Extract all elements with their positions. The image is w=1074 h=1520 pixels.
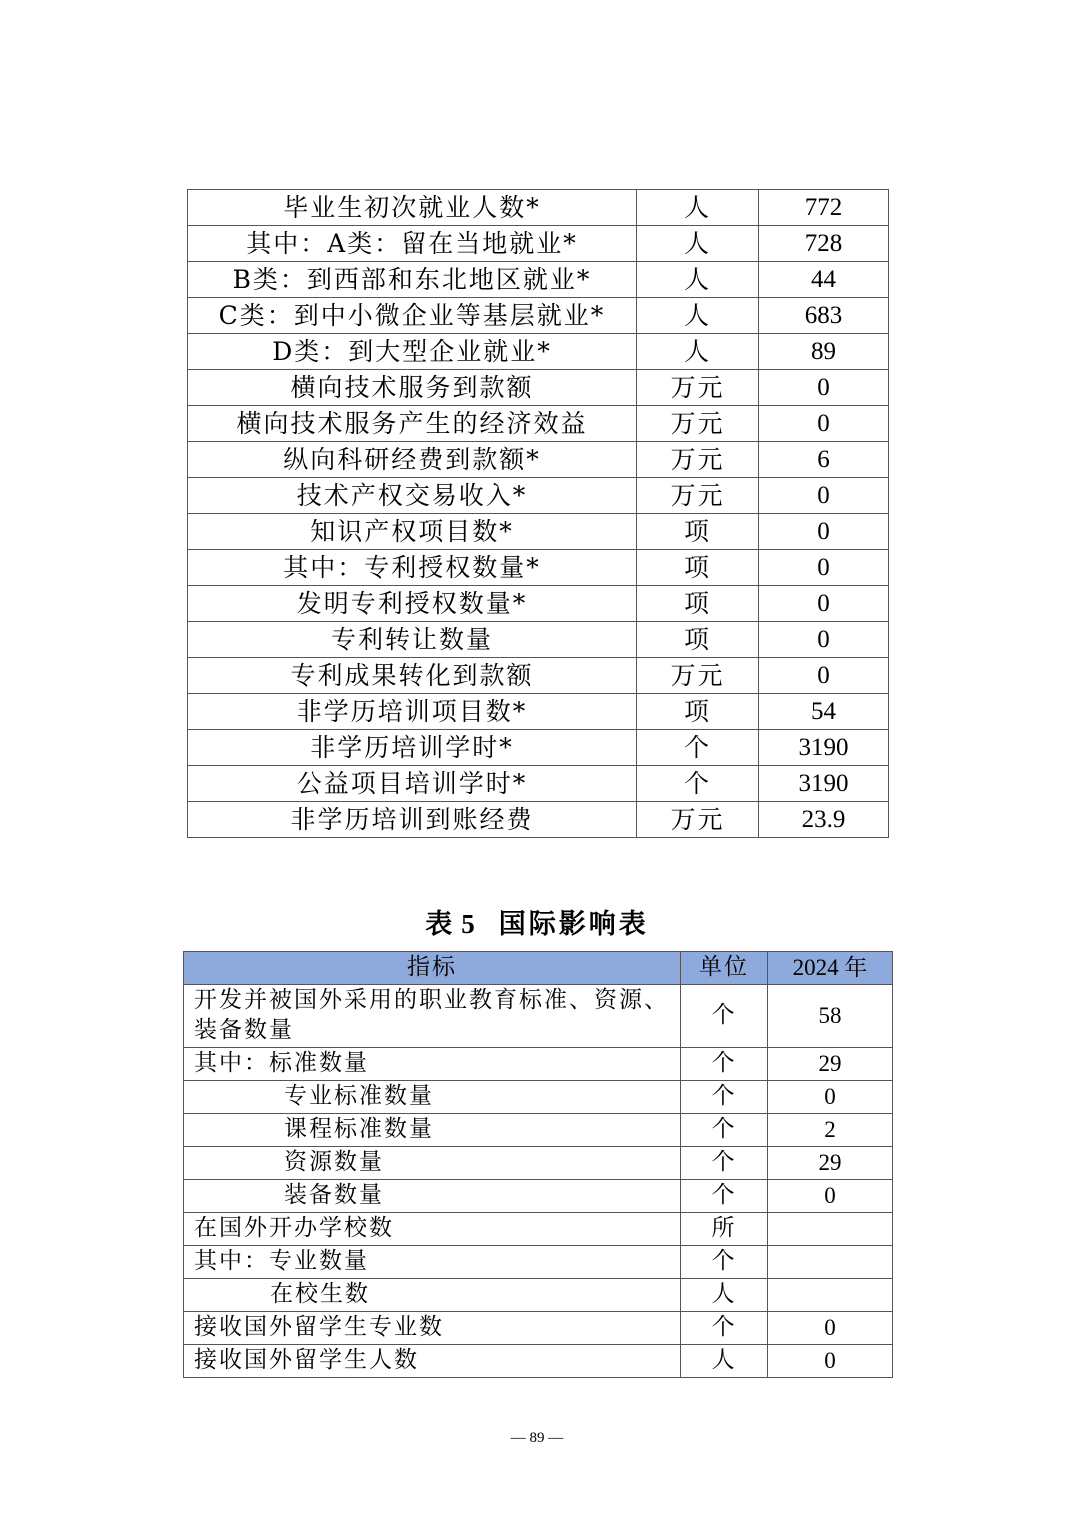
unit-cell: 个	[681, 1081, 768, 1114]
indicator-cell: 接收国外留学生专业数	[184, 1312, 681, 1345]
table-row	[188, 730, 889, 766]
caption-prefix: 表	[425, 909, 456, 940]
unit-cell: 万元	[637, 442, 759, 478]
unit-cell: 人	[637, 262, 759, 298]
table-caption	[0, 902, 1074, 941]
value-cell: 44	[759, 262, 889, 298]
value-cell: 2	[768, 1114, 893, 1147]
indicator-cell: 装备数量	[184, 1180, 681, 1213]
table-row	[188, 514, 889, 550]
table-row	[188, 586, 889, 622]
table-row	[188, 478, 889, 514]
indicator-cell: 横向技术服务到款额	[188, 370, 637, 406]
unit-cell: 万元	[637, 406, 759, 442]
indicator-cell: 课程标准数量	[184, 1114, 681, 1147]
table-row	[188, 622, 889, 658]
indicator-cell: D类：到大型企业就业*	[188, 334, 637, 370]
value-cell: 0	[759, 658, 889, 694]
table-row	[188, 442, 889, 478]
header-year: 2024 年	[768, 952, 893, 985]
unit-cell: 项	[637, 550, 759, 586]
value-cell: 0	[768, 1345, 893, 1378]
caption-number: 5	[461, 909, 475, 939]
unit-cell: 个	[681, 1147, 768, 1180]
unit-cell: 万元	[637, 478, 759, 514]
value-cell: 29	[768, 1147, 893, 1180]
value-cell: 3190	[759, 766, 889, 802]
value-cell: 3190	[759, 730, 889, 766]
value-cell: 0	[768, 1180, 893, 1213]
unit-cell: 个	[681, 985, 768, 1048]
table-row	[188, 298, 889, 334]
table-row	[184, 1312, 893, 1345]
table-row	[188, 550, 889, 586]
employment-research-table	[187, 189, 889, 838]
value-cell: 0	[768, 1081, 893, 1114]
unit-cell: 项	[637, 694, 759, 730]
unit-cell: 人	[637, 226, 759, 262]
table-row	[184, 1279, 893, 1312]
unit-cell: 人	[637, 298, 759, 334]
table-row	[184, 1147, 893, 1180]
unit-cell: 项	[637, 586, 759, 622]
unit-cell: 个	[637, 766, 759, 802]
table-row	[184, 1081, 893, 1114]
value-cell	[768, 1279, 893, 1312]
value-cell: 89	[759, 334, 889, 370]
value-cell: 0	[759, 514, 889, 550]
indicator-cell: 在校生数	[184, 1279, 681, 1312]
value-cell: 0	[759, 370, 889, 406]
unit-cell: 个	[681, 1312, 768, 1345]
indicator-cell: 非学历培训学时*	[188, 730, 637, 766]
table-row	[184, 1213, 893, 1246]
value-cell: 0	[759, 622, 889, 658]
value-cell: 0	[759, 550, 889, 586]
value-cell: 58	[768, 985, 893, 1048]
unit-cell: 项	[637, 622, 759, 658]
value-cell: 772	[759, 190, 889, 226]
table-row	[184, 985, 893, 1048]
indicator-cell: 其中：A类：留在当地就业*	[188, 226, 637, 262]
header-unit: 单位	[681, 952, 768, 985]
value-cell: 0	[759, 406, 889, 442]
header-indicator: 指标	[184, 952, 681, 985]
unit-cell: 个	[637, 730, 759, 766]
table-row	[188, 802, 889, 838]
unit-cell: 人	[681, 1279, 768, 1312]
international-influence-table	[183, 951, 893, 1378]
value-cell	[768, 1213, 893, 1246]
unit-cell: 个	[681, 1048, 768, 1081]
header-row	[184, 952, 893, 985]
value-cell: 728	[759, 226, 889, 262]
table-row	[184, 1345, 893, 1378]
indicator-cell: 非学历培训到账经费	[188, 802, 637, 838]
indicator-cell: 专利转让数量	[188, 622, 637, 658]
table-row	[184, 1180, 893, 1213]
value-cell: 6	[759, 442, 889, 478]
indicator-cell: 横向技术服务产生的经济效益	[188, 406, 637, 442]
unit-cell: 人	[637, 190, 759, 226]
table-row	[184, 1114, 893, 1147]
unit-cell: 人	[637, 334, 759, 370]
value-cell: 0	[759, 478, 889, 514]
indicator-cell: 公益项目培训学时*	[188, 766, 637, 802]
unit-cell: 万元	[637, 658, 759, 694]
unit-cell: 所	[681, 1213, 768, 1246]
indicator-cell: C类：到中小微企业等基层就业*	[188, 298, 637, 334]
table-row	[188, 406, 889, 442]
indicator-cell: 资源数量	[184, 1147, 681, 1180]
indicator-cell: 开发并被国外采用的职业教育标准、资源、装备数量	[184, 985, 681, 1048]
value-cell: 0	[768, 1312, 893, 1345]
indicator-cell: 毕业生初次就业人数*	[188, 190, 637, 226]
table-row	[188, 226, 889, 262]
unit-cell: 个	[681, 1180, 768, 1213]
table-row	[184, 1246, 893, 1279]
indicator-cell: 纵向科研经费到款额*	[188, 442, 637, 478]
indicator-cell: 专业标准数量	[184, 1081, 681, 1114]
indicator-cell: 在国外开办学校数	[184, 1213, 681, 1246]
indicator-cell: 其中：专利授权数量*	[188, 550, 637, 586]
table-row	[188, 334, 889, 370]
value-cell: 683	[759, 298, 889, 334]
indicator-cell: 专利成果转化到款额	[188, 658, 637, 694]
table-row	[184, 1048, 893, 1081]
value-cell: 54	[759, 694, 889, 730]
indicator-cell: 其中：专业数量	[184, 1246, 681, 1279]
unit-cell: 个	[681, 1114, 768, 1147]
indicator-cell: B类：到西部和东北地区就业*	[188, 262, 637, 298]
indicator-cell: 知识产权项目数*	[188, 514, 637, 550]
table-row	[188, 262, 889, 298]
unit-cell: 项	[637, 514, 759, 550]
value-cell	[768, 1246, 893, 1279]
indicator-cell: 发明专利授权数量*	[188, 586, 637, 622]
unit-cell: 个	[681, 1246, 768, 1279]
indicator-cell: 接收国外留学生人数	[184, 1345, 681, 1378]
indicator-cell: 其中：标准数量	[184, 1048, 681, 1081]
unit-cell: 万元	[637, 370, 759, 406]
value-cell: 0	[759, 586, 889, 622]
table-row	[188, 766, 889, 802]
page-number: — 89 —	[510, 1430, 564, 1446]
value-cell: 29	[768, 1048, 893, 1081]
value-cell: 23.9	[759, 802, 889, 838]
unit-cell: 万元	[637, 802, 759, 838]
table-row	[188, 694, 889, 730]
indicator-cell: 非学历培训项目数*	[188, 694, 637, 730]
table-row	[188, 370, 889, 406]
indicator-cell: 技术产权交易收入*	[188, 478, 637, 514]
table-row	[188, 190, 889, 226]
table-row	[188, 658, 889, 694]
caption-title: 国际影响表	[498, 909, 649, 940]
unit-cell: 人	[681, 1345, 768, 1378]
